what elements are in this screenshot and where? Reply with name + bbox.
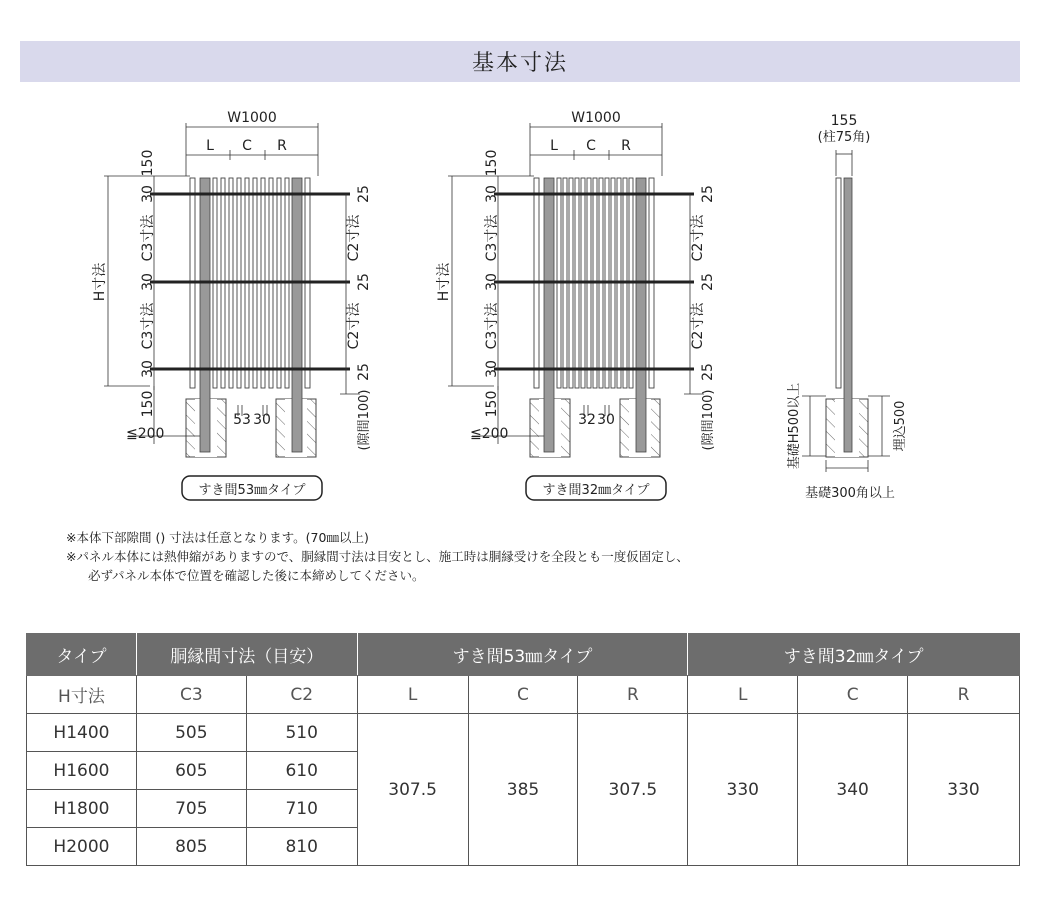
t32-r: 330: [908, 714, 1020, 866]
spec-table: [26, 633, 1020, 866]
rails: [150, 194, 350, 369]
dim-53: 53: [233, 412, 251, 428]
note-2: ※パネル本体には熱伸縮がありますので、胴縁間寸法は目安とし、施工時は胴縁受けを全段とも一度仮固定し、: [66, 549, 689, 564]
dim-l: L: [550, 138, 558, 154]
row-h: H2000: [27, 828, 137, 866]
dim-30-bottom: 30: [140, 360, 156, 378]
dim-h: H寸法: [92, 262, 108, 302]
dim-r: R: [621, 138, 631, 154]
dim-width: W1000: [227, 110, 277, 126]
row-c2: 610: [246, 752, 357, 790]
notes: [66, 528, 689, 585]
dim-25-bottom: 25: [356, 363, 372, 381]
dim-25-mid: 25: [356, 273, 372, 291]
subheader-row: [27, 676, 1020, 714]
dim-h: H寸法: [436, 262, 452, 302]
dim-c: C: [586, 138, 596, 154]
dim-30-mid: 30: [484, 273, 500, 291]
dim-32: 32: [578, 412, 596, 428]
dim-r: R: [277, 138, 287, 154]
header-32: すき間32㎜タイプ: [688, 634, 1020, 676]
dim-l: L: [206, 138, 214, 154]
header-dobuchi: 胴縁間寸法（目安）: [136, 634, 357, 676]
dim-30-space: 30: [253, 412, 271, 428]
dim-foundation-h: 基礎H500以上: [787, 382, 802, 470]
row-c3: 805: [136, 828, 246, 866]
header-53: すき間53㎜タイプ: [357, 634, 688, 676]
dim-c2-top: C2寸法: [690, 214, 706, 262]
diagram-53mm: [91, 110, 372, 500]
t53-l: 307.5: [357, 714, 468, 866]
sub-53-l: L: [357, 676, 468, 714]
dim-le200: ≦200: [126, 426, 165, 442]
post: [844, 178, 852, 452]
sub-32-c: C: [798, 676, 908, 714]
t32-c: 340: [798, 714, 908, 866]
dim-25-mid: 25: [700, 273, 716, 291]
row-h: H1800: [27, 790, 137, 828]
dim-30-space: 30: [597, 412, 615, 428]
table-row: [27, 714, 1020, 752]
row-h: H1600: [27, 752, 137, 790]
dim-bottom-150: 150: [140, 390, 156, 418]
diagram-side: [787, 113, 908, 501]
sub-c2: C2: [246, 676, 357, 714]
dim-30-bottom: 30: [484, 360, 500, 378]
dim-width: W1000: [571, 110, 621, 126]
dim-30-mid: 30: [140, 273, 156, 291]
dim-c: C: [242, 138, 252, 154]
post-right: [292, 178, 302, 452]
dim-bottom-150: 150: [484, 390, 500, 418]
dim-le200: ≦200: [470, 426, 509, 442]
dim-gap: (隙間100): [701, 389, 716, 451]
dim-foundation-w: 基礎300角以上: [805, 486, 895, 501]
caption-53: すき間53㎜タイプ: [198, 483, 306, 498]
dim-top-150: 150: [140, 149, 156, 177]
row-c3: 705: [136, 790, 246, 828]
note-3: 必ずパネル本体で位置を確認した後に本締めしてください。: [88, 568, 425, 583]
dim-c3-bottom: C3寸法: [140, 302, 156, 350]
dim-25-bottom: 25: [700, 363, 716, 381]
sub-c3: C3: [136, 676, 246, 714]
row-c2: 710: [246, 790, 357, 828]
post-right: [636, 178, 646, 452]
dim-155: 155: [830, 113, 858, 129]
dim-c3-top: C3寸法: [484, 214, 500, 262]
sub-32-l: L: [688, 676, 798, 714]
note-1: ※本体下部隙間 () 寸法は任意となります。(70㎜以上): [66, 530, 369, 545]
dim-c3-top: C3寸法: [140, 214, 156, 262]
caption-32: すき間32㎜タイプ: [542, 483, 650, 498]
header-row: [27, 634, 1020, 676]
t32-l: 330: [688, 714, 798, 866]
dim-25-top: 25: [356, 185, 372, 203]
post-left: [200, 178, 210, 452]
diagram-32mm: [435, 110, 716, 500]
dim-c2-top: C2寸法: [346, 214, 362, 262]
sub-53-c: C: [468, 676, 578, 714]
sub-32-r: R: [908, 676, 1020, 714]
row-c3: 605: [136, 752, 246, 790]
t53-c: 385: [468, 714, 578, 866]
row-c3: 505: [136, 714, 246, 752]
dim-30-top: 30: [140, 185, 156, 203]
dim-c2-bottom: C2寸法: [690, 302, 706, 350]
sub-53-r: R: [578, 676, 688, 714]
sub-h: H寸法: [27, 676, 137, 714]
post-left: [544, 178, 554, 452]
row-h: H1400: [27, 714, 137, 752]
dim-c3-bottom: C3寸法: [484, 302, 500, 350]
dim-embed: 埋込500: [893, 400, 908, 452]
dim-25-top: 25: [700, 185, 716, 203]
section-title-text: 基本寸法: [471, 51, 568, 76]
row-c2: 810: [246, 828, 357, 866]
header-type: タイプ: [27, 634, 137, 676]
dim-post: (柱75角): [817, 130, 871, 145]
dim-top-150: 150: [484, 149, 500, 177]
row-c2: 510: [246, 714, 357, 752]
dim-30-top: 30: [484, 185, 500, 203]
dim-gap: (隙間100): [357, 389, 372, 451]
dim-c2-bottom: C2寸法: [346, 302, 362, 350]
t53-r: 307.5: [578, 714, 688, 866]
